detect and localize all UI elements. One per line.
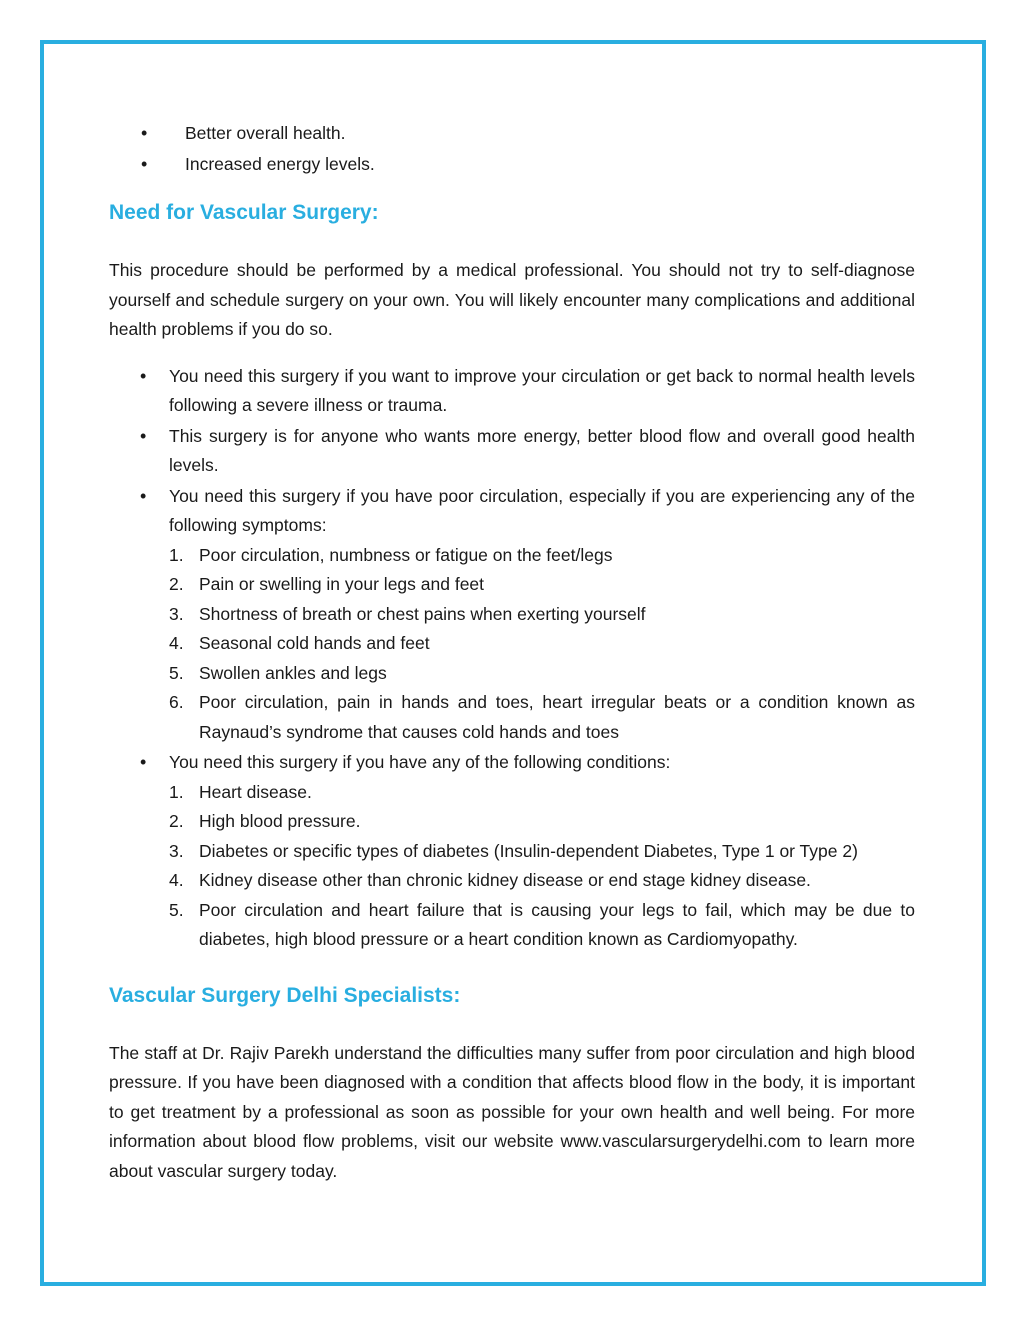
list-item	[169, 688, 915, 747]
need-bullet-list	[109, 362, 915, 955]
list-item	[169, 896, 915, 955]
bullet-text: You need this surgery if you have poor circulation, especially if you are experiencing any of the following symptoms:	[169, 485, 915, 535]
specialists-paragraph: The staff at Dr. Rajiv Parekh understand the difficulties many suffer from poor circulation and high blood pressure. If you have been diagnosed with a condition that affects blood flow in the body, it is important to get treatment by a professional as soon as possible for your own health and well being. For more information about blood flow problems, visit our website www.vascularsurgerydelhi.com to learn more about vascular surgery today.	[109, 1042, 915, 1181]
item-text: Seasonal cold hands and feet	[199, 633, 430, 653]
item-number: 6.	[169, 692, 184, 712]
document-content	[109, 118, 915, 1186]
item-number: 2.	[169, 811, 184, 831]
list-item	[169, 778, 915, 808]
item-number: 3.	[169, 603, 184, 624]
bullet-text: You need this surgery if you want to improve your circulation or get back to normal health levels following a severe illness or trauma.	[169, 365, 915, 415]
item-text: Swollen ankles and legs	[199, 662, 387, 683]
item-text: Poor circulation and heart failure that is causing your legs to fail, which may be due to diabetes, high blood pressure or a heart condition known as Cardiomyopathy.	[199, 899, 915, 949]
list-item: • Increased energy levels.	[109, 149, 915, 180]
item-number: 2.	[169, 574, 184, 594]
bullet-text: This surgery is for anyone who wants more energy, better blood flow and overall good health levels.	[169, 425, 915, 475]
list-item	[169, 807, 915, 837]
item-text: Diabetes or specific types of diabetes (Insulin-dependent Diabetes, Type 1 or Type 2)	[199, 840, 858, 861]
item-number: 4.	[169, 633, 184, 653]
item-text: Pain or swelling in your legs and feet	[199, 574, 485, 594]
item-text: Kidney disease other than chronic kidney disease or end stage kidney disease.	[199, 870, 811, 890]
list-item	[109, 422, 915, 481]
item-number: 5.	[169, 899, 184, 920]
list-item	[109, 748, 915, 955]
item-number: 1.	[169, 781, 184, 802]
item-text: High blood pressure.	[199, 811, 361, 831]
list-item	[169, 866, 915, 896]
list-item	[169, 659, 915, 689]
symptoms-list	[169, 541, 915, 748]
list-item	[169, 570, 915, 600]
list-item	[109, 362, 915, 421]
need-paragraph: This procedure should be performed by a medical professional. You should not try to self-diagnose yourself and schedule surgery on your own. You will likely encounter many complications and additional health problems if you do so.	[109, 260, 915, 339]
list-item	[169, 837, 915, 867]
benefits-list	[109, 118, 915, 180]
conditions-list	[169, 778, 915, 955]
list-item	[109, 482, 915, 748]
list-item	[169, 600, 915, 630]
list-item: • Better overall health.	[109, 118, 915, 149]
item-text: Poor circulation, numbness or fatigue on the feet/legs	[199, 544, 613, 565]
section-heading-specialists: Vascular Surgery Delhi Specialists:	[109, 983, 461, 1007]
item-number: 5.	[169, 662, 184, 683]
section-heading-need: Need for Vascular Surgery:	[109, 201, 379, 224]
item-number: 3.	[169, 840, 184, 861]
item-text: Heart disease.	[199, 781, 312, 802]
list-item	[169, 541, 915, 571]
item-text: Shortness of breath or chest pains when exerting yourself	[199, 603, 646, 624]
bullet-text: You need this surgery if you have any of the following conditions:	[169, 752, 671, 772]
item-text: Poor circulation, pain in hands and toes, heart irregular beats or a condition known as Raynaud’s syndrome that causes cold hands and toes	[199, 692, 915, 742]
list-item	[169, 629, 915, 659]
item-number: 1.	[169, 544, 184, 565]
item-number: 4.	[169, 870, 184, 890]
